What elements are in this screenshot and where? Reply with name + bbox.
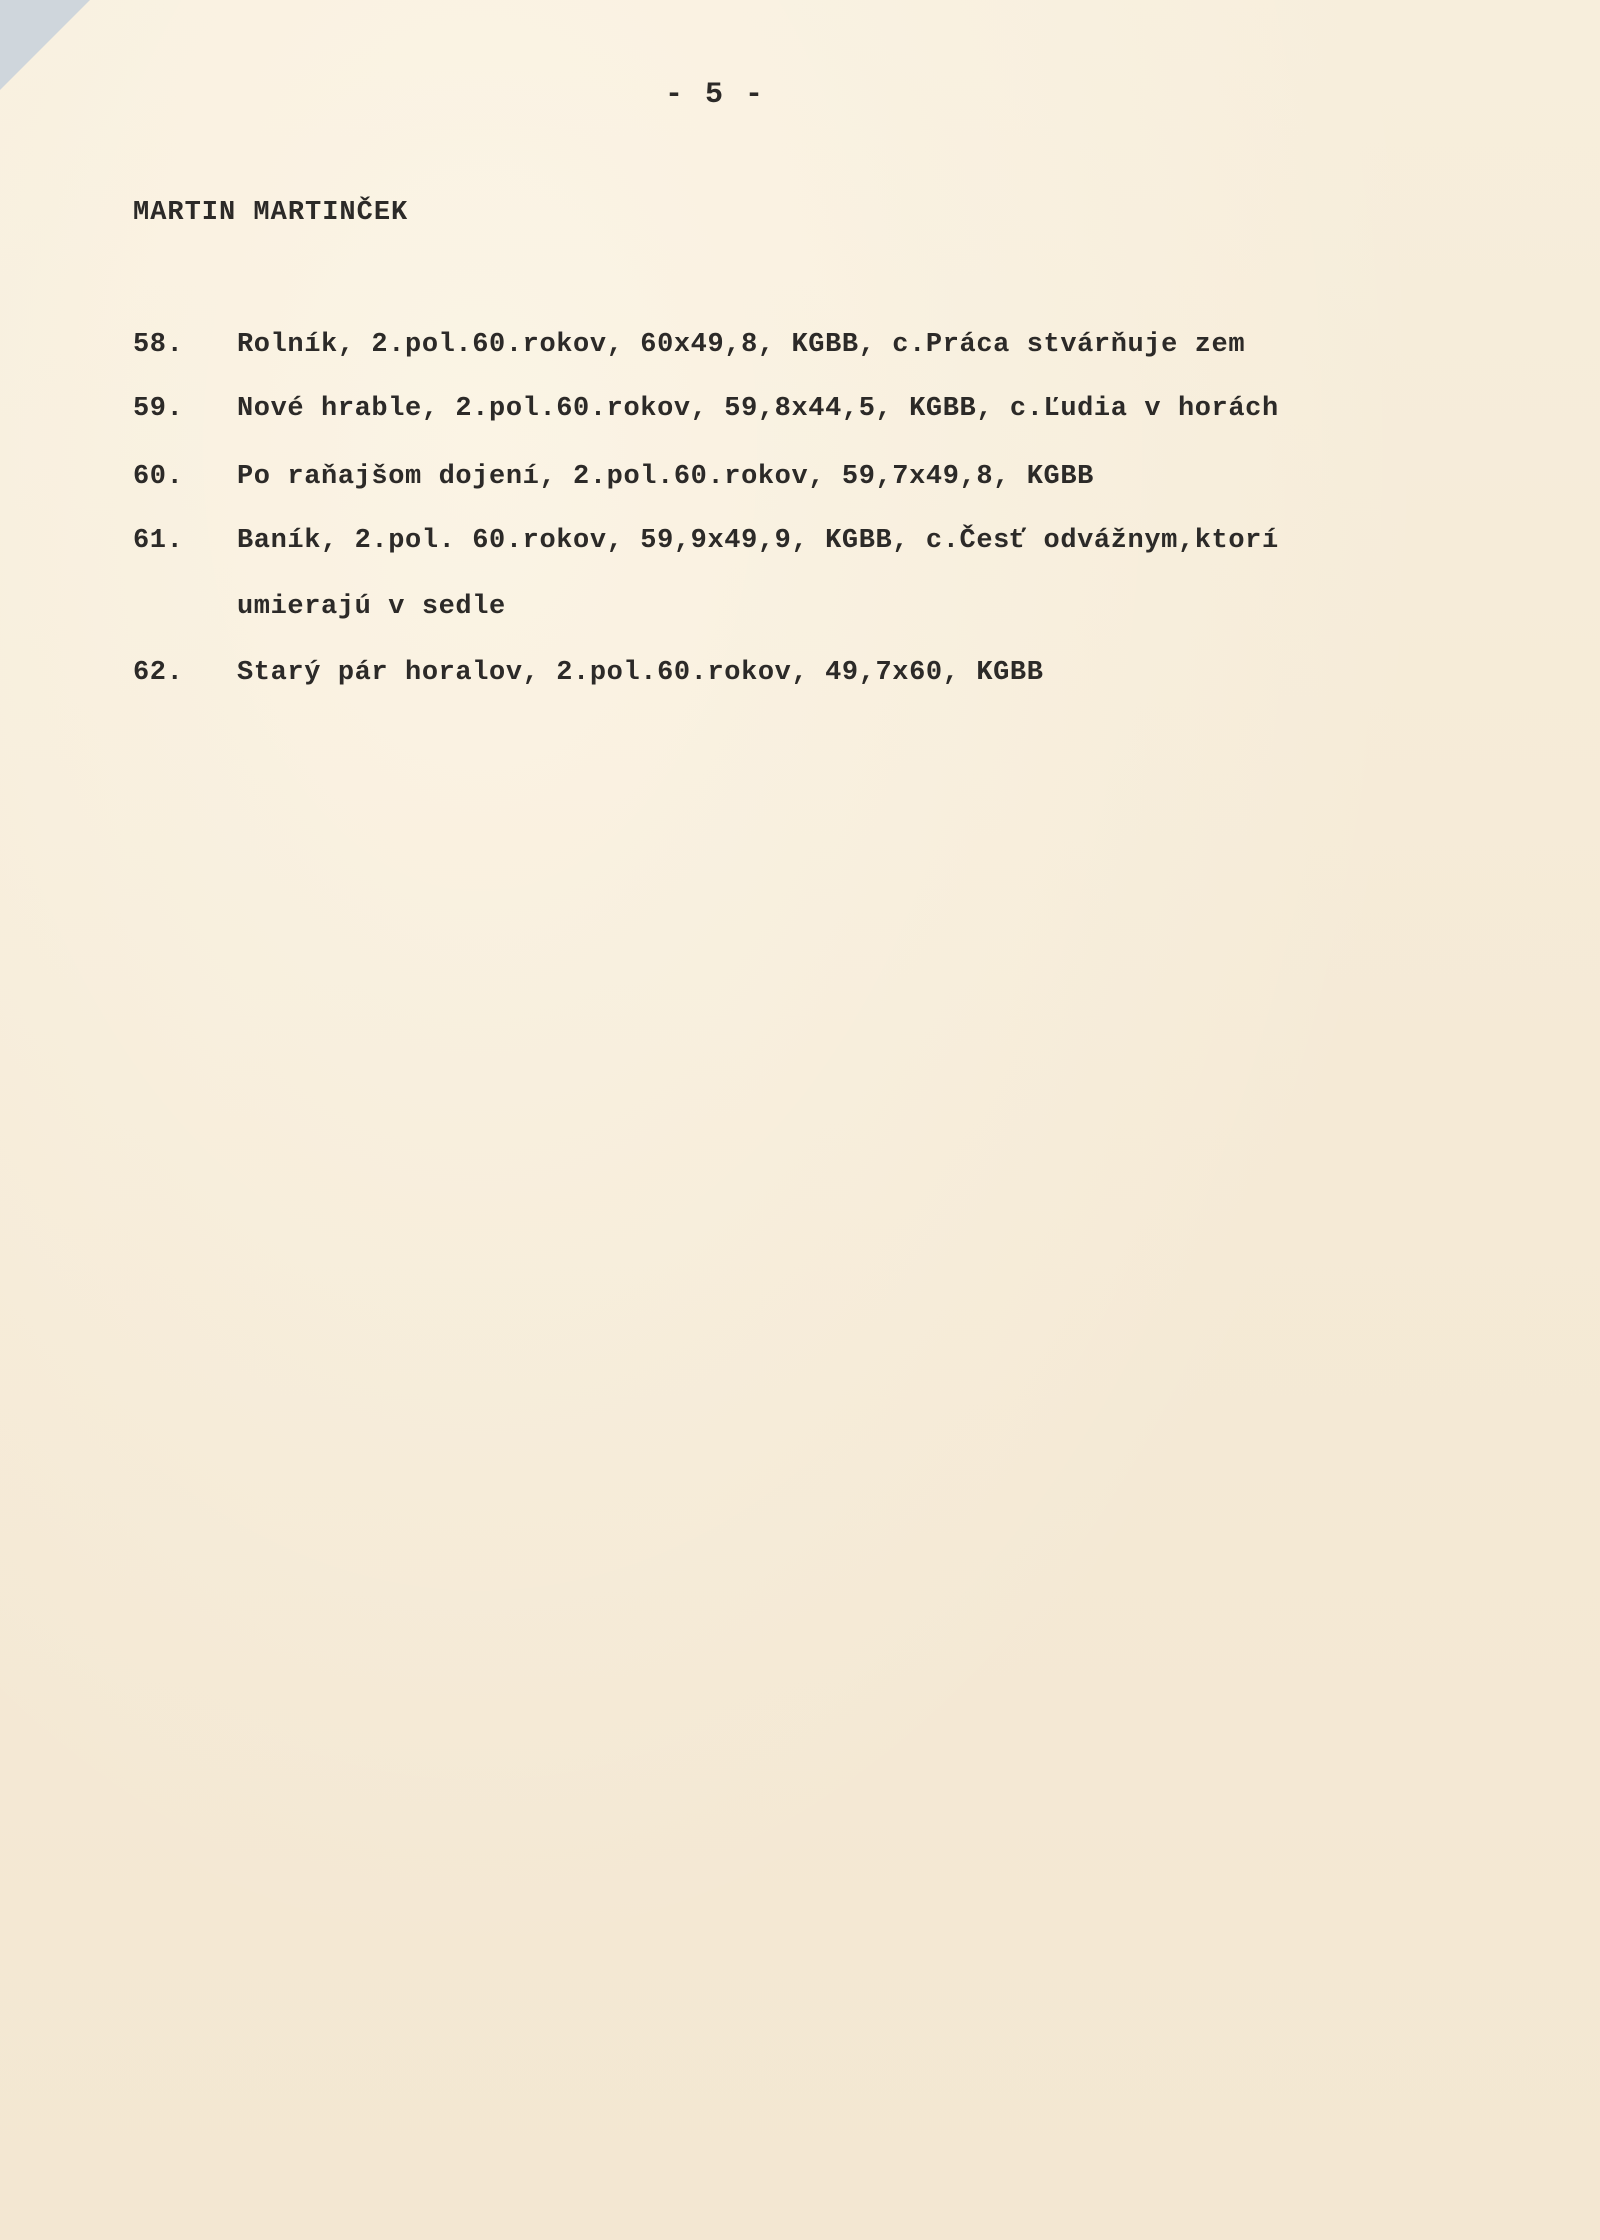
entry-text: Nové hrable, 2.pol.60.rokov, 59,8x44,5, KGBB, c.Ľudia v horách <box>237 394 1279 424</box>
catalog-entry-59 <box>133 394 1279 424</box>
page-number: - 5 - <box>664 78 765 112</box>
catalog-entry-60 <box>133 462 1094 492</box>
entry-text: Baník, 2.pol. 60.rokov, 59,9x49,9, KGBB, c.Česť odvážnym,ktorí <box>237 526 1279 556</box>
entry-text-continuation: umierajú v sedle <box>237 592 506 622</box>
entry-number: 59. <box>133 394 184 424</box>
entry-text: Po raňajšom dojení, 2.pol.60.rokov, 59,7x49,8, KGBB <box>237 462 1094 492</box>
catalog-entry-61-continuation <box>133 592 506 622</box>
entry-text: Rolník, 2.pol.60.rokov, 60x49,8, KGBB, c.Práca stvárňuje zem <box>237 330 1246 360</box>
entry-number: 58. <box>133 330 184 360</box>
folded-corner <box>0 0 90 90</box>
catalog-entry-62 <box>133 658 1044 688</box>
entry-number: 62. <box>133 658 184 688</box>
entry-number: 61. <box>133 526 184 556</box>
catalog-entry-61 <box>133 526 1279 556</box>
catalog-entry-58 <box>133 330 1245 360</box>
entry-number: 60. <box>133 462 184 492</box>
author-heading: MARTIN MARTINČEK <box>133 198 409 228</box>
entry-text: Starý pár horalov, 2.pol.60.rokov, 49,7x60, KGBB <box>237 658 1044 688</box>
